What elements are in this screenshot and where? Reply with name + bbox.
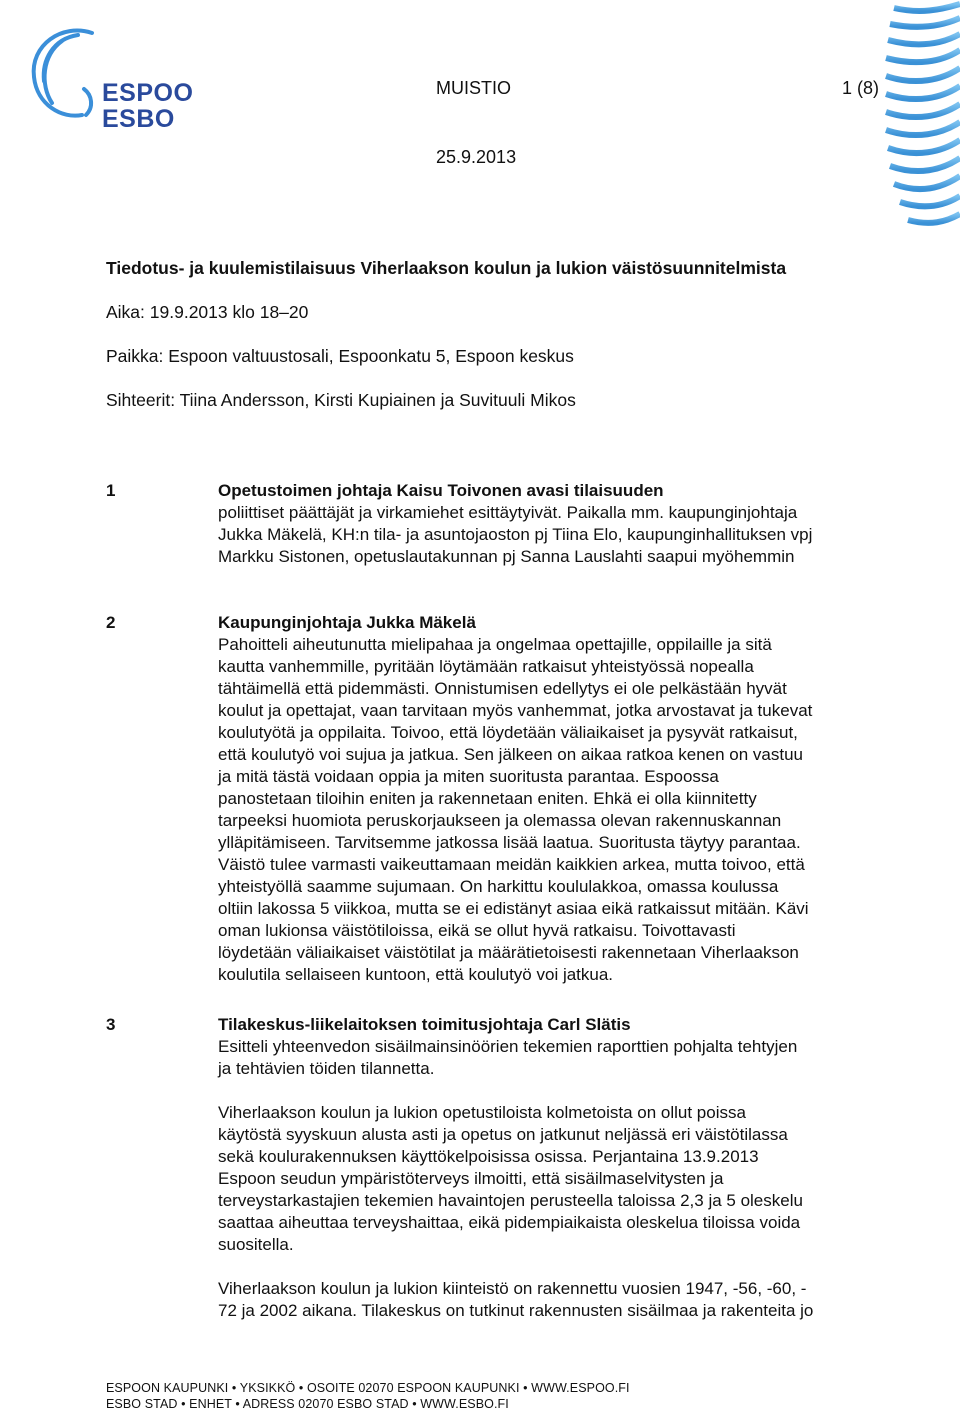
- section-1-line: poliittiset päättäjät ja virkamiehet esittäytyivät. Paikalla mm. kaupunginjohtaja: [218, 503, 798, 522]
- section-3-heading: Tilakeskus-liikelaitoksen toimitusjohtaja Carl Slätis: [218, 1015, 631, 1034]
- document-date: 25.9.2013: [436, 147, 517, 167]
- section-1: [218, 480, 908, 568]
- section-3-paragraph-2: [218, 1102, 908, 1256]
- decorative-wave-graphic: [880, 0, 960, 232]
- section-2-line: kautta vanhemmille, pyritään löytämään ratkaisut yhteistyössä nopealla: [218, 657, 754, 676]
- section-2-line: koulut ja opettajat, vaan tarvitaan myös vanhemmat, jotka arvostavat ja tukevat: [218, 701, 813, 720]
- section-2-line: Pahoitteli aiheutunutta mielipahaa ja ongelmaa opettajille, oppilaille ja sitä: [218, 635, 772, 654]
- section-3-line: Espoon seudun ympäristöterveys ilmoitti, että sisäilmaselvitysten ja: [218, 1169, 724, 1188]
- section-2-line: panostetaan tiloihin eniten ja rakennetaan eniten. Ehkä ei olla kiinnitetty: [218, 789, 757, 808]
- section-2-line: tähtäimellä että pidemmästi. Onnistumisen edellytys ei ole pelkästään hyvät: [218, 679, 787, 698]
- section-2-line: oman lukionsa väistötiloissa, eikä se ollut hyvä ratkaisu. Toivottavasti: [218, 921, 736, 940]
- meeting-time: Aika: 19.9.2013 klo 18–20: [106, 302, 309, 322]
- section-2-line: oltiin lakossa 5 viikkoa, mutta se ei edistänyt asiaa eikä ratkaissut mitään. Kävi: [218, 899, 809, 918]
- section-3-line: sekä koulurakennuksen käyttökelpoisissa osissa. Perjantaina 13.9.2013: [218, 1147, 759, 1166]
- section-2-number: 2: [106, 613, 116, 632]
- section-2-line: että koulutyö voi sujua ja jatkua. Sen jälkeen on aikaa ratkoa kenen on vastuu: [218, 745, 803, 764]
- section-2-line: koulutyötä ja oppilaita. Toivoo, että löydetään väliaikaiset ja pysyvät ratkaisut,: [218, 723, 798, 742]
- meeting-place: Paikka: Espoon valtuustosali, Espoonkatu 5, Espoon keskus: [106, 346, 574, 366]
- section-2: [218, 612, 908, 986]
- section-3-line: 72 ja 2002 aikana. Tilakeskus on tutkinut rakennusten sisäilmaa ja rakenteita jo: [218, 1301, 814, 1320]
- section-1-heading: Opetustoimen johtaja Kaisu Toivonen avasi tilaisuuden: [218, 481, 664, 500]
- section-2-heading: Kaupunginjohtaja Jukka Mäkelä: [218, 613, 476, 632]
- section-1-line: Markku Sistonen, opetuslautakunnan pj Sanna Lauslahti saapui myöhemmin: [218, 547, 795, 566]
- logo-text-espoo: ESPOO: [102, 79, 194, 107]
- section-2-line: Väistö tulee varmasti vaikeuttamaan meidän kaikkien arkea, mutta toivoo, että: [218, 855, 805, 874]
- section-3-line: käytöstä syyskuun alusta asti ja opetus on jatkunut neljässä eri väistötilassa: [218, 1125, 788, 1144]
- footer-line-finnish: ESPOON KAUPUNKI • YKSIKKÖ • OSOITE 02070 ESPOON KAUPUNKI • WWW.ESPOO.FI: [106, 1381, 630, 1395]
- section-2-line: ylläpitämiseen. Tarvitsemme jatkossa lisää laatua. Suoritusta täytyy parantaa.: [218, 833, 801, 852]
- section-2-line: ja mitä tästä voidaan oppia ja miten suoritusta parantaa. Espoossa: [218, 767, 719, 786]
- wave-stripes-icon: [880, 0, 960, 232]
- section-3-paragraph-3: [218, 1278, 908, 1322]
- section-3-line: Viherlaakson koulun ja lukion kiinteistö on rakennettu vuosien 1947, -56, -60, -: [218, 1279, 807, 1298]
- meeting-title: Tiedotus- ja kuulemistilaisuus Viherlaakson koulun ja lukion väistösuunnitelmista: [106, 258, 787, 278]
- section-3-line: Viherlaakson koulun ja lukion opetustiloista kolmetoista on ollut poissa: [218, 1103, 746, 1122]
- logo-text-esbo: ESBO: [102, 105, 175, 133]
- section-2-line: koulutila sellaiseen kuntoon, että koulutyö voi jatkua.: [218, 965, 614, 984]
- section-3-line: Esitteli yhteenvedon sisäilmainsinöörien tekemien raporttien pohjalta tehtyjen: [218, 1037, 798, 1056]
- section-3-line: ja tehtävien töiden tilannetta.: [218, 1059, 435, 1078]
- espoo-logo: [22, 15, 202, 135]
- section-1-line: Jukka Mäkelä, KH:n tila- ja asuntojaoston pj Tiina Elo, kaupunginhallituksen vpj: [218, 525, 813, 544]
- section-2-line: tarpeeksi huomiota peruskorjaukseen ja olemassa olevan rakennuskannan: [218, 811, 782, 830]
- section-1-number: 1: [106, 481, 116, 500]
- section-3: [218, 1014, 908, 1080]
- meeting-secretaries: Sihteerit: Tiina Andersson, Kirsti Kupiainen ja Suvituuli Mikos: [106, 390, 576, 410]
- section-3-number: 3: [106, 1015, 116, 1034]
- section-2-line: löydetään väliaikaiset väistötilat ja määrätietoisesti rakennetaan Viherlaakson: [218, 943, 799, 962]
- document-type: MUISTIO: [436, 78, 511, 98]
- page-number: 1 (8): [842, 78, 880, 98]
- section-3-line: suositella.: [218, 1235, 294, 1254]
- section-3-line: terveystarkastajien tekemien havaintojen perusteella taloissa 2,3 ja 5 oleskelu: [218, 1191, 803, 1210]
- section-3-line: saattaa aiheuttaa terveyshaittaa, eikä pidempiaikaista oleskelua tiloissa voida: [218, 1213, 801, 1232]
- section-2-line: yhteistyöllä saamme sujumaan. On harkittu koululakkoa, omassa koulussa: [218, 877, 779, 896]
- footer-line-swedish: ESBO STAD • ENHET • ADRESS 02070 ESBO STAD • WWW.ESBO.FI: [106, 1397, 509, 1411]
